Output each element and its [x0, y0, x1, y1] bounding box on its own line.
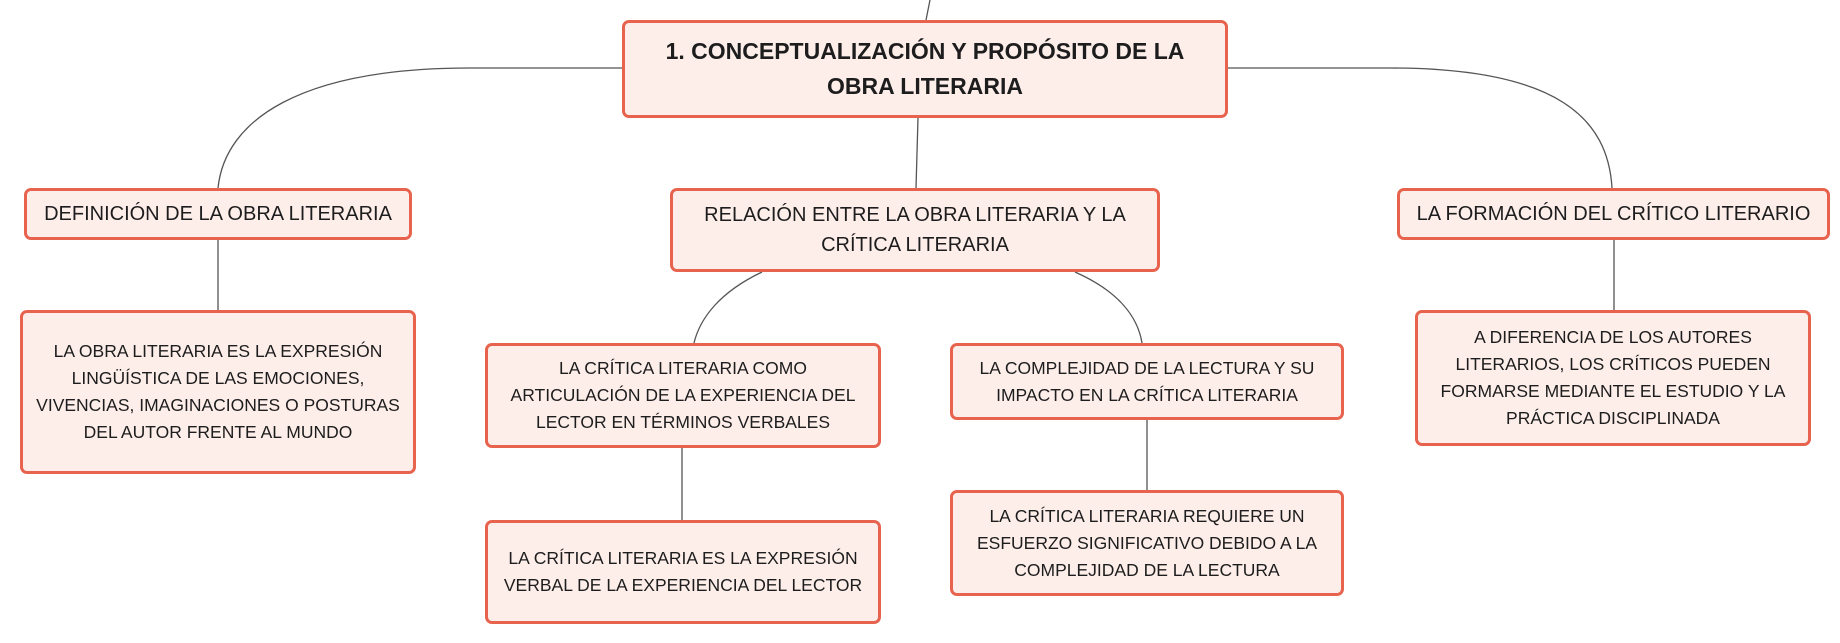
- connector-root-definicion: [218, 68, 622, 188]
- subtopic-diferencia-autores-criticos[interactable]: [1415, 310, 1811, 446]
- connector-root-parent: [926, 0, 930, 20]
- subtopic-critica-articulacion-label: LA CRÍTICA LITERARIA COMO ARTICULACIÓN DE LA EXPERIENCIA DEL LECTOR EN TÉRMINOS VERBALES: [510, 358, 856, 432]
- subtopic-critica-esfuerzo[interactable]: [950, 490, 1344, 596]
- subtopic-complejidad-lectura[interactable]: [950, 343, 1344, 420]
- subtopic-diferencia-autores-criticos-label: A DIFERENCIA DE LOS AUTORES LITERARIOS, LOS CRÍTICOS PUEDEN FORMARSE MEDIANTE EL ESTUDIO Y LA PRÁCTICA DISCIPLINADA: [1440, 327, 1786, 428]
- topic-definicion-obra-literaria[interactable]: [24, 188, 412, 240]
- topic-formacion-label: LA FORMACIÓN DEL CRÍTICO LITERARIO: [1416, 203, 1811, 225]
- topic-relacion-obra-critica[interactable]: [670, 188, 1160, 272]
- subtopic-critica-esfuerzo-label: LA CRÍTICA LITERARIA REQUIERE UN ESFUERZO SIGNIFICATIVO DEBIDO A LA COMPLEJIDAD DE LA LECTURA: [976, 505, 1318, 580]
- topic-formacion-critico[interactable]: [1397, 188, 1830, 240]
- topic-relacion-label: RELACIÓN ENTRE LA OBRA LITERARIA Y LA CRÍTICA LITERARIA: [704, 204, 1126, 256]
- root-topic-label: 1. CONCEPTUALIZACIÓN Y PROPÓSITO DE LA OBRA LITERARIA: [665, 38, 1185, 99]
- connector-relacion-complejidad: [1075, 272, 1142, 343]
- subtopic-critica-expresion-verbal[interactable]: [485, 520, 881, 624]
- root-topic-node[interactable]: [622, 20, 1228, 118]
- connector-root-relacion: [916, 118, 918, 188]
- subtopic-critica-expresion-verbal-label: LA CRÍTICA LITERARIA ES LA EXPRESIÓN VERBAL DE LA EXPERIENCIA DEL LECTOR: [503, 548, 863, 595]
- subtopic-obra-literaria-expresion[interactable]: [20, 310, 416, 474]
- connector-root-formacion: [1228, 68, 1612, 188]
- subtopic-obra-literaria-expresion-label: LA OBRA LITERARIA ES LA EXPRESIÓN LINGÜÍSTICA DE LAS EMOCIONES, VIVENCIAS, IMAGINACIONES O POSTURAS DEL AUTOR FRENTE AL MUNDO: [36, 341, 400, 442]
- subtopic-complejidad-lectura-label: LA COMPLEJIDAD DE LA LECTURA Y SU IMPACTO EN LA CRÍTICA LITERARIA: [979, 357, 1315, 405]
- subtopic-critica-articulacion[interactable]: [485, 343, 881, 448]
- topic-definicion-label: DEFINICIÓN DE LA OBRA LITERARIA: [44, 203, 392, 225]
- connector-relacion-articulacion: [694, 272, 762, 343]
